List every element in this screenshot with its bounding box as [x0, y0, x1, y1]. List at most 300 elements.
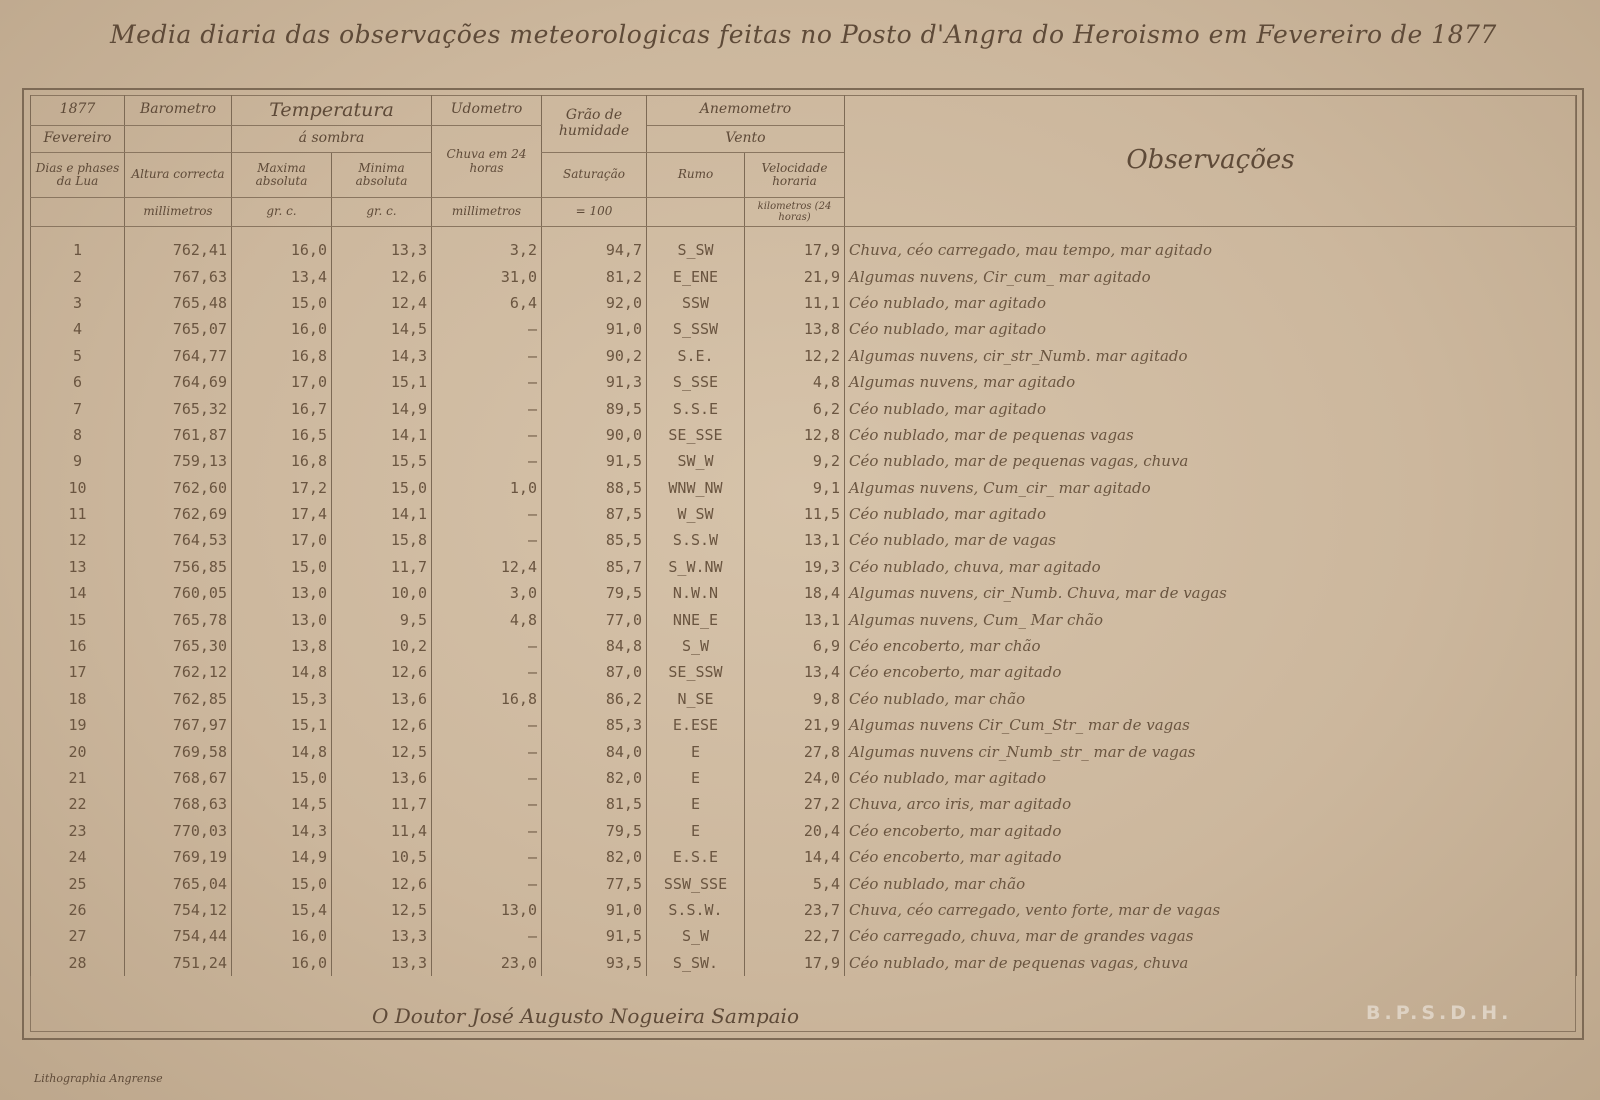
- row-temp-min: 13,3: [332, 237, 432, 263]
- row-temp-max: 16,8: [232, 448, 332, 474]
- row-day: 11: [31, 501, 125, 527]
- row-day: 6: [31, 369, 125, 395]
- row-wind-direction: E.S.E: [647, 844, 745, 870]
- row-saturation: 91,0: [542, 316, 647, 342]
- table-row: [31, 633, 1577, 659]
- row-observation: Algumas nuvens, mar agitado: [845, 369, 1577, 395]
- row-day: 7: [31, 395, 125, 421]
- row-wind-direction: S_SW: [647, 237, 745, 263]
- row-saturation: 84,0: [542, 738, 647, 764]
- row-wind-direction: S_SSW: [647, 316, 745, 342]
- row-barometer: 759,13: [125, 448, 232, 474]
- row-rain: —: [432, 422, 542, 448]
- table-row: [31, 818, 1577, 844]
- row-observation: Céo nublado, mar agitado: [845, 765, 1577, 791]
- row-temp-min: 12,5: [332, 738, 432, 764]
- row-saturation: 91,5: [542, 448, 647, 474]
- table-row: [31, 950, 1577, 976]
- row-barometer: 768,63: [125, 791, 232, 817]
- table-row: [31, 765, 1577, 791]
- header-direction: Rumo: [647, 153, 745, 198]
- row-observation: Céo nublado, mar chão: [845, 686, 1577, 712]
- row-barometer: 756,85: [125, 554, 232, 580]
- row-temp-min: 11,4: [332, 818, 432, 844]
- row-barometer: 764,77: [125, 343, 232, 369]
- table-row: [31, 870, 1577, 896]
- row-saturation: 86,2: [542, 686, 647, 712]
- row-wind-speed: 17,9: [745, 950, 845, 976]
- row-wind-direction: SW_W: [647, 448, 745, 474]
- header-min-unit: gr. c.: [332, 198, 432, 227]
- row-wind-direction: NNE_E: [647, 606, 745, 632]
- row-rain: —: [432, 844, 542, 870]
- table-row: [31, 422, 1577, 448]
- row-barometer: 762,60: [125, 475, 232, 501]
- table-row: [31, 263, 1577, 289]
- row-saturation: 82,0: [542, 844, 647, 870]
- row-wind-speed: 22,7: [745, 923, 845, 949]
- row-rain: —: [432, 870, 542, 896]
- row-observation: Chuva, céo carregado, mau tempo, mar agitado: [845, 237, 1577, 263]
- row-temp-min: 12,6: [332, 712, 432, 738]
- row-saturation: 87,0: [542, 659, 647, 685]
- row-barometer: 765,32: [125, 395, 232, 421]
- row-temp-max: 14,8: [232, 738, 332, 764]
- row-barometer: 760,05: [125, 580, 232, 606]
- row-wind-direction: E_ENE: [647, 263, 745, 289]
- row-day: 25: [31, 870, 125, 896]
- table-row: [31, 686, 1577, 712]
- row-rain: 31,0: [432, 263, 542, 289]
- header-barometer-unit: millimetros: [125, 198, 232, 227]
- row-observation: Céo nublado, mar de pequenas vagas: [845, 422, 1577, 448]
- row-temp-max: 16,8: [232, 343, 332, 369]
- header-anemometer: Anemometro: [647, 95, 845, 126]
- row-temp-max: 14,9: [232, 844, 332, 870]
- row-saturation: 92,0: [542, 290, 647, 316]
- row-barometer: 770,03: [125, 818, 232, 844]
- table-row: [31, 475, 1577, 501]
- row-saturation: 91,0: [542, 897, 647, 923]
- row-wind-speed: 24,0: [745, 765, 845, 791]
- row-wind-direction: SSW: [647, 290, 745, 316]
- row-rain: —: [432, 712, 542, 738]
- row-rain: —: [432, 791, 542, 817]
- row-day: 28: [31, 950, 125, 976]
- library-stamp: B.P.S.D.H.: [1366, 1002, 1513, 1024]
- row-temp-max: 17,0: [232, 527, 332, 553]
- row-wind-direction: S.S.W: [647, 527, 745, 553]
- row-temp-min: 10,5: [332, 844, 432, 870]
- header-barometer-spacer: [125, 126, 232, 153]
- row-wind-speed: 21,9: [745, 712, 845, 738]
- header-days: Dias e phases da Lua: [31, 153, 125, 198]
- row-temp-min: 13,3: [332, 950, 432, 976]
- row-rain: 16,8: [432, 686, 542, 712]
- row-temp-min: 13,3: [332, 923, 432, 949]
- row-wind-speed: 17,9: [745, 237, 845, 263]
- row-observation: Céo nublado, mar agitado: [845, 290, 1577, 316]
- row-rain: 1,0: [432, 475, 542, 501]
- row-observation: Céo encoberto, mar agitado: [845, 659, 1577, 685]
- row-wind-direction: WNW_NW: [647, 475, 745, 501]
- row-wind-speed: 18,4: [745, 580, 845, 606]
- header-direction-unit: [647, 198, 745, 227]
- row-temp-min: 12,4: [332, 290, 432, 316]
- row-wind-direction: S_SSE: [647, 369, 745, 395]
- row-barometer: 764,69: [125, 369, 232, 395]
- row-wind-direction: E: [647, 738, 745, 764]
- row-saturation: 87,5: [542, 501, 647, 527]
- row-wind-speed: 23,7: [745, 897, 845, 923]
- row-wind-speed: 5,4: [745, 870, 845, 896]
- row-temp-min: 12,6: [332, 659, 432, 685]
- row-day: 8: [31, 422, 125, 448]
- row-temp-min: 15,1: [332, 369, 432, 395]
- row-temp-min: 14,9: [332, 395, 432, 421]
- row-barometer: 764,53: [125, 527, 232, 553]
- row-temp-min: 14,1: [332, 501, 432, 527]
- row-wind-speed: 9,2: [745, 448, 845, 474]
- header-max-unit: gr. c.: [232, 198, 332, 227]
- row-saturation: 84,8: [542, 633, 647, 659]
- row-temp-min: 15,5: [332, 448, 432, 474]
- row-rain: —: [432, 765, 542, 791]
- row-observation: Céo encoberto, mar chão: [845, 633, 1577, 659]
- row-saturation: 90,2: [542, 343, 647, 369]
- row-day: 24: [31, 844, 125, 870]
- row-temp-max: 15,0: [232, 765, 332, 791]
- row-temp-max: 16,0: [232, 316, 332, 342]
- header-wind: Vento: [647, 126, 845, 153]
- row-temp-min: 11,7: [332, 554, 432, 580]
- row-wind-speed: 12,8: [745, 422, 845, 448]
- row-barometer: 761,87: [125, 422, 232, 448]
- row-barometer: 762,41: [125, 237, 232, 263]
- row-wind-speed: 6,9: [745, 633, 845, 659]
- row-temp-min: 13,6: [332, 765, 432, 791]
- row-temp-max: 15,3: [232, 686, 332, 712]
- row-day: 12: [31, 527, 125, 553]
- table-row: [31, 659, 1577, 685]
- row-day: 14: [31, 580, 125, 606]
- row-temp-max: 13,8: [232, 633, 332, 659]
- row-temp-max: 15,0: [232, 290, 332, 316]
- row-barometer: 751,24: [125, 950, 232, 976]
- table-spacer-row: [31, 227, 1577, 238]
- row-day: 3: [31, 290, 125, 316]
- table-row: [31, 844, 1577, 870]
- row-barometer: 754,44: [125, 923, 232, 949]
- row-wind-speed: 11,5: [745, 501, 845, 527]
- row-rain: —: [432, 448, 542, 474]
- row-temp-min: 13,6: [332, 686, 432, 712]
- row-temp-max: 14,8: [232, 659, 332, 685]
- row-temp-min: 12,6: [332, 263, 432, 289]
- row-saturation: 81,5: [542, 791, 647, 817]
- row-observation: Céo nublado, mar de vagas: [845, 527, 1577, 553]
- table-row: [31, 343, 1577, 369]
- table-row: [31, 369, 1577, 395]
- row-wind-speed: 4,8: [745, 369, 845, 395]
- row-saturation: 77,0: [542, 606, 647, 632]
- row-temp-max: 15,1: [232, 712, 332, 738]
- row-temp-min: 9,5: [332, 606, 432, 632]
- document-title: Media diaria das observações meteorologicas feitas no Posto d'Angra do Heroismo em Fevereiro de 1877: [110, 20, 1497, 49]
- row-temp-max: 13,4: [232, 263, 332, 289]
- row-saturation: 85,7: [542, 554, 647, 580]
- row-rain: —: [432, 316, 542, 342]
- row-wind-speed: 13,1: [745, 606, 845, 632]
- table-body: [31, 227, 1577, 976]
- row-wind-direction: N_SE: [647, 686, 745, 712]
- row-wind-direction: E.ESE: [647, 712, 745, 738]
- row-rain: 4,8: [432, 606, 542, 632]
- row-wind-direction: E: [647, 791, 745, 817]
- row-temp-max: 15,4: [232, 897, 332, 923]
- header-saturation-unit: = 100: [542, 198, 647, 227]
- row-observation: Céo nublado, mar agitado: [845, 395, 1577, 421]
- row-barometer: 769,19: [125, 844, 232, 870]
- row-temp-min: 10,2: [332, 633, 432, 659]
- row-temp-max: 16,0: [232, 950, 332, 976]
- row-barometer: 769,58: [125, 738, 232, 764]
- table-row: [31, 738, 1577, 764]
- row-day: 2: [31, 263, 125, 289]
- row-wind-speed: 11,1: [745, 290, 845, 316]
- row-barometer: 765,48: [125, 290, 232, 316]
- row-wind-speed: 13,1: [745, 527, 845, 553]
- header-days-unit: [31, 198, 125, 227]
- table-row: [31, 897, 1577, 923]
- printer-mark: Lithographia Angrense: [34, 1072, 163, 1085]
- row-saturation: 85,3: [542, 712, 647, 738]
- row-day: 9: [31, 448, 125, 474]
- row-observation: Céo carregado, chuva, mar de grandes vagas: [845, 923, 1577, 949]
- row-saturation: 82,0: [542, 765, 647, 791]
- table-row: [31, 554, 1577, 580]
- header-month: Fevereiro: [31, 126, 125, 153]
- row-barometer: 765,30: [125, 633, 232, 659]
- row-day: 18: [31, 686, 125, 712]
- row-observation: Algumas nuvens, Cir_cum_ mar agitado: [845, 263, 1577, 289]
- row-wind-speed: 19,3: [745, 554, 845, 580]
- header-temperature-sub: á sombra: [232, 126, 432, 153]
- table-row: [31, 791, 1577, 817]
- row-temp-max: 15,0: [232, 870, 332, 896]
- row-rain: —: [432, 343, 542, 369]
- row-rain: —: [432, 633, 542, 659]
- row-saturation: 88,5: [542, 475, 647, 501]
- row-rain: —: [432, 395, 542, 421]
- row-rain: 6,4: [432, 290, 542, 316]
- table-row: [31, 395, 1577, 421]
- table-row: [31, 290, 1577, 316]
- row-temp-min: 14,5: [332, 316, 432, 342]
- row-observation: Algumas nuvens, Cum_cir_ mar agitado: [845, 475, 1577, 501]
- row-barometer: 765,78: [125, 606, 232, 632]
- row-saturation: 79,5: [542, 580, 647, 606]
- row-saturation: 91,3: [542, 369, 647, 395]
- table-row: [31, 606, 1577, 632]
- header-min: Minima absoluta: [332, 153, 432, 198]
- table-row: [31, 237, 1577, 263]
- row-rain: —: [432, 923, 542, 949]
- row-temp-max: 15,0: [232, 554, 332, 580]
- row-rain: —: [432, 738, 542, 764]
- row-day: 26: [31, 897, 125, 923]
- row-rain: —: [432, 527, 542, 553]
- row-saturation: 77,5: [542, 870, 647, 896]
- row-wind-direction: SE_SSW: [647, 659, 745, 685]
- row-temp-max: 17,2: [232, 475, 332, 501]
- row-observation: Algumas nuvens cir_Numb_str_ mar de vagas: [845, 738, 1577, 764]
- row-saturation: 89,5: [542, 395, 647, 421]
- row-wind-direction: S_W: [647, 923, 745, 949]
- row-day: 17: [31, 659, 125, 685]
- header-rain-unit: millimetros: [432, 198, 542, 227]
- row-wind-direction: SE_SSE: [647, 422, 745, 448]
- row-day: 5: [31, 343, 125, 369]
- row-wind-direction: W_SW: [647, 501, 745, 527]
- row-temp-max: 17,4: [232, 501, 332, 527]
- header-saturation: Saturação: [542, 153, 647, 198]
- row-observation: Algumas nuvens Cir_Cum_Str_ mar de vagas: [845, 712, 1577, 738]
- row-barometer: 762,85: [125, 686, 232, 712]
- row-temp-min: 14,1: [332, 422, 432, 448]
- table-row: [31, 501, 1577, 527]
- row-barometer: 765,04: [125, 870, 232, 896]
- row-rain: 23,0: [432, 950, 542, 976]
- header-speed: Velocidade horaria: [745, 153, 845, 198]
- row-wind-speed: 14,4: [745, 844, 845, 870]
- header-year: 1877: [31, 95, 125, 126]
- row-saturation: 79,5: [542, 818, 647, 844]
- row-rain: 3,2: [432, 237, 542, 263]
- row-temp-max: 16,0: [232, 923, 332, 949]
- row-observation: Céo encoberto, mar agitado: [845, 818, 1577, 844]
- row-wind-direction: S.S.W.: [647, 897, 745, 923]
- row-day: 13: [31, 554, 125, 580]
- row-barometer: 768,67: [125, 765, 232, 791]
- table-row: [31, 580, 1577, 606]
- row-wind-speed: 9,1: [745, 475, 845, 501]
- row-saturation: 90,0: [542, 422, 647, 448]
- row-wind-speed: 12,2: [745, 343, 845, 369]
- row-observation: Céo nublado, mar chão: [845, 870, 1577, 896]
- row-wind-speed: 13,8: [745, 316, 845, 342]
- row-observation: Céo nublado, chuva, mar agitado: [845, 554, 1577, 580]
- row-barometer: 767,63: [125, 263, 232, 289]
- row-observation: Céo nublado, mar agitado: [845, 316, 1577, 342]
- row-temp-max: 17,0: [232, 369, 332, 395]
- row-wind-direction: E: [647, 818, 745, 844]
- row-day: 22: [31, 791, 125, 817]
- row-wind-direction: SSW_SSE: [647, 870, 745, 896]
- row-temp-max: 16,7: [232, 395, 332, 421]
- row-temp-min: 12,5: [332, 897, 432, 923]
- row-wind-speed: 13,4: [745, 659, 845, 685]
- row-wind-speed: 27,2: [745, 791, 845, 817]
- row-observation: Chuva, céo carregado, vento forte, mar de vagas: [845, 897, 1577, 923]
- row-rain: —: [432, 501, 542, 527]
- row-rain: —: [432, 369, 542, 395]
- row-temp-min: 15,0: [332, 475, 432, 501]
- weather-table: [30, 95, 1577, 976]
- row-saturation: 85,5: [542, 527, 647, 553]
- table-row: [31, 448, 1577, 474]
- row-temp-max: 16,5: [232, 422, 332, 448]
- row-rain: 12,4: [432, 554, 542, 580]
- row-day: 16: [31, 633, 125, 659]
- row-day: 1: [31, 237, 125, 263]
- row-day: 4: [31, 316, 125, 342]
- row-wind-direction: N.W.N: [647, 580, 745, 606]
- row-observation: Céo encoberto, mar agitado: [845, 844, 1577, 870]
- row-day: 10: [31, 475, 125, 501]
- row-barometer: 765,07: [125, 316, 232, 342]
- header-rain: Chuva em 24 horas: [432, 126, 542, 198]
- row-temp-min: 15,8: [332, 527, 432, 553]
- row-day: 15: [31, 606, 125, 632]
- header-max: Maxima absoluta: [232, 153, 332, 198]
- header-barometer-sub: Altura correcta: [125, 153, 232, 198]
- signature: O Doutor José Augusto Nogueira Sampaio: [372, 1004, 799, 1028]
- row-rain: 3,0: [432, 580, 542, 606]
- row-wind-direction: S_SW.: [647, 950, 745, 976]
- table-row: [31, 527, 1577, 553]
- row-observation: Chuva, arco iris, mar agitado: [845, 791, 1577, 817]
- row-temp-min: 10,0: [332, 580, 432, 606]
- row-wind-speed: 20,4: [745, 818, 845, 844]
- row-wind-direction: S_W.NW: [647, 554, 745, 580]
- row-day: 23: [31, 818, 125, 844]
- row-observation: Algumas nuvens, cir_Numb. Chuva, mar de vagas: [845, 580, 1577, 606]
- table-row: [31, 923, 1577, 949]
- table-header: [31, 95, 1577, 227]
- row-temp-min: 12,6: [332, 870, 432, 896]
- header-barometer: Barometro: [125, 95, 232, 126]
- row-observation: Algumas nuvens, cir_str_Numb. mar agitado: [845, 343, 1577, 369]
- row-observation: Céo nublado, mar de pequenas vagas, chuva: [845, 448, 1577, 474]
- row-barometer: 754,12: [125, 897, 232, 923]
- row-temp-max: 13,0: [232, 580, 332, 606]
- row-temp-max: 16,0: [232, 237, 332, 263]
- row-temp-min: 11,7: [332, 791, 432, 817]
- row-barometer: 767,97: [125, 712, 232, 738]
- row-observation: Céo nublado, mar de pequenas vagas, chuva: [845, 950, 1577, 976]
- row-barometer: 762,12: [125, 659, 232, 685]
- table-row: [31, 316, 1577, 342]
- row-observation: Algumas nuvens, Cum_ Mar chão: [845, 606, 1577, 632]
- row-wind-speed: 21,9: [745, 263, 845, 289]
- header-speed-unit: kilometros (24 horas): [745, 198, 845, 227]
- row-saturation: 93,5: [542, 950, 647, 976]
- row-wind-speed: 6,2: [745, 395, 845, 421]
- row-saturation: 91,5: [542, 923, 647, 949]
- row-rain: 13,0: [432, 897, 542, 923]
- row-saturation: 94,7: [542, 237, 647, 263]
- header-udometer: Udometro: [432, 95, 542, 126]
- row-saturation: 81,2: [542, 263, 647, 289]
- row-temp-max: 14,5: [232, 791, 332, 817]
- row-wind-direction: S.E.: [647, 343, 745, 369]
- row-day: 27: [31, 923, 125, 949]
- row-day: 20: [31, 738, 125, 764]
- row-rain: —: [432, 659, 542, 685]
- row-wind-direction: S_W: [647, 633, 745, 659]
- row-temp-max: 14,3: [232, 818, 332, 844]
